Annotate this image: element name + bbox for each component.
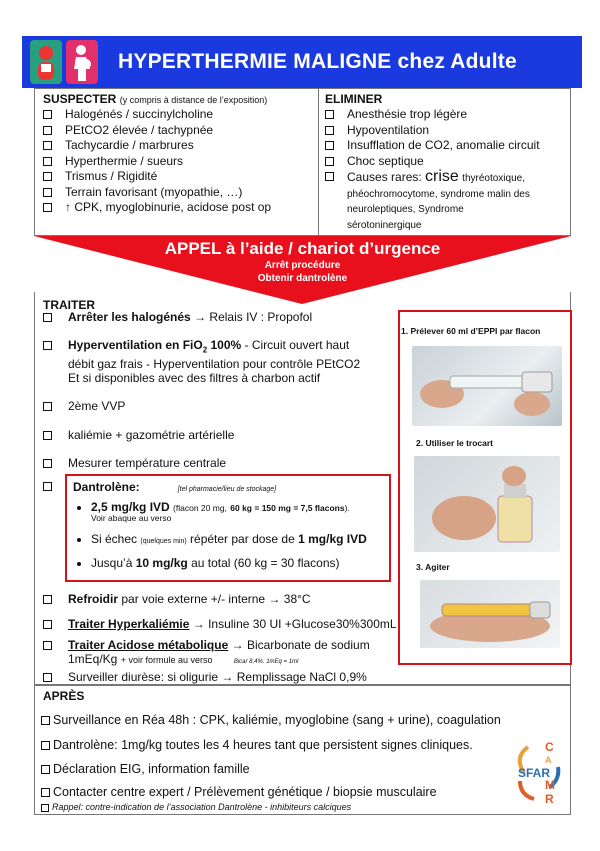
checkbox[interactable] [43,620,52,629]
checkbox[interactable] [41,804,49,812]
appel-banner [34,236,571,285]
sfar-cmr-logo [510,737,570,809]
traiter-item-temperature: Mesurer température centrale [43,456,226,470]
apres-item: Déclaration EIG, information famille [41,762,250,776]
checkbox[interactable] [43,203,52,212]
eliminer-section [318,88,571,236]
dantrolene-dose-1: 2,5 mg/kg IVD (flacon 20 mg, 60 kg = 150 mg = 7,5 flacons). Voir abaque au verso [77,500,350,522]
suspecter-section [34,88,318,236]
checkbox[interactable] [43,402,52,411]
suspecter-item: Tachycardie / marbrures [43,138,318,154]
checkbox[interactable] [43,188,52,197]
checkbox[interactable] [43,641,52,650]
trocart-photo [414,456,560,552]
suspecter-item: Trismus / Rigidité [43,169,318,185]
step-3-label: 3. Agiter [416,562,450,572]
checkbox[interactable] [325,110,334,119]
eliminer-heading: ELIMINER [325,92,383,106]
preparation-steps-panel [398,310,572,665]
checkbox[interactable] [43,313,52,322]
traiter-item-refroidir: Refroidir par voie externe +/- interne → 38°C [43,592,311,606]
agiter-photo [420,580,560,648]
eliminer-item: Hypoventilation [325,123,570,139]
logo-letter-m: M [545,778,555,792]
step-2-label: 2. Utiliser le trocart [416,438,494,448]
suspecter-heading: SUSPECTER (y compris à distance de l’exposition) [43,92,268,106]
traiter-item-kaliemie: kaliémie + gazométrie artérielle [43,428,234,442]
checkbox[interactable] [41,741,50,750]
suspecter-item: Hyperthermie / sueurs [43,154,318,170]
suspecter-item: PEtCO2 élevée / tachypnée [43,123,318,139]
checkbox[interactable] [43,141,52,150]
title-banner [22,36,582,88]
traiter-item-vvp: 2ème VVP [43,399,125,413]
eliminer-item-rare: Causes rares: crise thyréotoxique, phéochromocytome, syndrome malin des neuroleptiques, Syndrome sérotoninergique [325,169,570,232]
suspecter-item: Terrain favorisant (myopathie, …) [43,185,318,201]
checkbox[interactable] [41,716,50,725]
apres-rappel: Rappel: contre-indication de l’association Dantrolène - inhibiteurs calciques [41,802,351,812]
traiter-item-hyperkaliemie: Traiter Hyperkaliémie → Insuline 30 UI +Glucose30%300mL [43,617,397,631]
syringe-photo [412,346,562,426]
checkbox[interactable] [43,673,52,682]
traiter-item-diurese: Surveiller diurèse: si oligurie → Remplissage NaCl 0,9% [43,670,367,684]
checkbox[interactable] [325,172,334,181]
apres-heading: APRÈS [43,689,85,703]
dantrolene-dose-2: Si échec (quelques min) répéter par dose de 1 mg/kg IVD [77,532,367,546]
checkbox[interactable] [41,765,50,774]
appel-line1: Arrêt procédure [264,260,341,271]
logo-letter-r: R [545,792,554,806]
logo-sfar: SFAR [518,766,551,780]
traiter-item-halogenes: Arrêter les halogénés → Relais IV : Propofol [43,310,312,324]
checkbox[interactable] [43,172,52,181]
checkbox[interactable] [43,459,52,468]
apres-section [34,685,571,815]
dantrolene-heading: Dantrolène: [73,480,140,494]
checkbox[interactable] [43,431,52,440]
eliminer-item: Anesthésie trop légère [325,107,570,123]
page-title: HYPERTHERMIE MALIGNE chez Adulte [118,50,517,73]
patient-adult-icon [30,40,62,84]
logo-letter-a: A [545,755,552,765]
logo-letter-c: C [545,740,554,754]
step-1-label: 1. Prélever 60 ml d’EPPI par flacon [401,326,541,336]
apres-item: Contacter centre expert / Prélèvement génétique / biopsie musculaire [41,785,437,799]
traiter-item-acidose: Traiter Acidose métabolique → Bicarbonate de sodium 1mEq/Kg + voir formule au verso Bicar 8,4%: 1mEq = 1ml [43,638,370,669]
traiter-item-hyperventilation: Hyperventilation en FiO$_2$ 100% - Circuit ouvert haut débit gaz frais - Hyperventilation pour contrôle PEtCO2 Et si disponibles avec des filtres à charbon actif [43,338,360,385]
checkbox[interactable] [43,595,52,604]
checkbox[interactable] [43,157,52,166]
dantrolene-dose-3: Jusqu’à 10 mg/kg au total (60 kg = 30 flacons) [77,556,340,570]
dantrolene-box [65,474,391,582]
suspecter-list [43,107,318,216]
traiter-heading: TRAITER [43,298,95,312]
checkbox[interactable] [43,126,52,135]
dantrolene-tag: [tel pharmacie/lieu de stockage] [177,486,277,493]
appel-title: APPEL à l’aide / chariot d’urgence [164,239,441,258]
pregnant-woman-icon [66,40,98,84]
apres-item: Surveillance en Réa 48h : CPK, kaliémie, myoglobine (sang + urine), coagulation [41,713,501,727]
suspecter-item: ↑ CPK, myoglobinurie, acidose post op [43,200,318,216]
checkbox[interactable] [325,141,334,150]
checkbox[interactable] [43,341,52,350]
checkbox[interactable] [325,157,334,166]
checkbox[interactable] [43,482,52,491]
suspecter-item: Halogénés / succinylcholine [43,107,318,123]
eliminer-item: Insufflation de CO2, anomalie circuit [325,138,570,154]
eliminer-list [325,107,570,232]
appel-line2: Obtenir dantrolène [257,273,348,284]
checkbox[interactable] [43,110,52,119]
checkbox[interactable] [325,126,334,135]
eliminer-item: Choc septique [325,154,570,170]
checkbox[interactable] [41,788,50,797]
apres-item: Dantrolène: 1mg/kg toutes les 4 heures tant que persistent signes cliniques. [41,738,473,752]
